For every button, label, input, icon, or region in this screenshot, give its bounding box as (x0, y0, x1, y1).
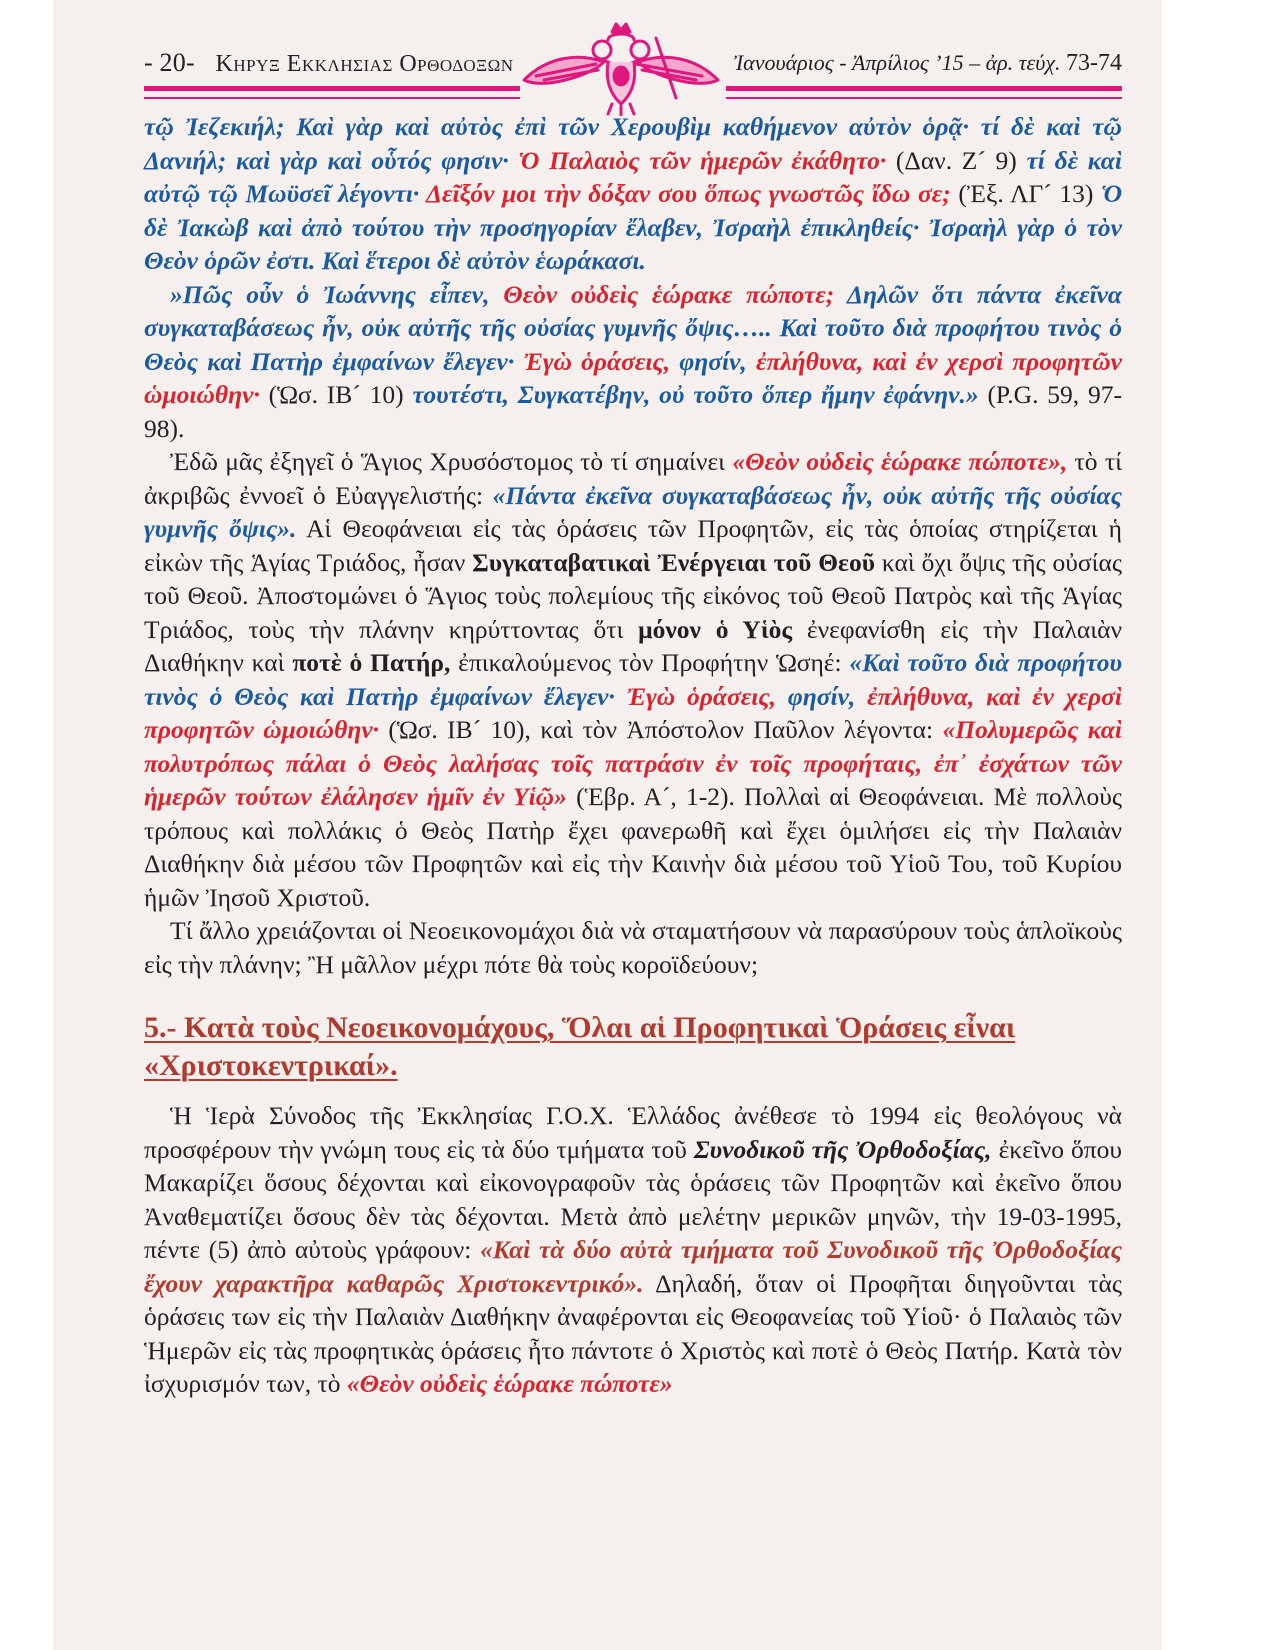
double-headed-eagle-icon (516, 18, 726, 116)
quote-blue: φησίν, (776, 681, 856, 711)
issue-number: 73-74 (1066, 50, 1122, 76)
paragraph-question (144, 914, 1122, 981)
header-rule-left-thick (144, 86, 520, 91)
body-text: τὸ τί ἀκριβῶς ἐννοεῖ ὁ Εὐαγγελιστής: (144, 447, 1122, 510)
scripture-quote: ἐπλήθυνα, καὶ ἐν χερσὶ προφητῶν ὡμοιώθην· (144, 346, 1123, 409)
quote-blue: «Πάντα ἐκεῖνα συγκαταβάσεως ἦν, οὐκ αὐτῆς τῆς οὐσίας γυμνῆς ὄψις». (144, 480, 1122, 543)
emphasis-bold: ποτὲ ὁ Πατήρ, (284, 648, 451, 677)
scripture-quote: «Πολυμερῶς καὶ πολυτρόπως πάλαι ὁ Θεὸς λαλήσας τοῖς πατράσιν ἐν τοῖς προφήταις, ἐπ᾿ ἐσχάτων τῶν ἡμερῶν τούτων ἐλάλησεν ἡμῖν ἐν Υἱῷ» (144, 715, 1122, 811)
quote-blue: φησίν, (670, 346, 747, 376)
body-text: Τί ἄλλο χρειάζονται οἱ Νεοεικονομάχοι διὰ νὰ σταματήσουν νὰ παρασύρουν τοὺς ἁπλοϊκοὺς εἰς τὴν πλάνην; Ἢ μᾶλλον μέχρι πότε θὰ τοὺς κοροϊδεύουν; (144, 916, 1122, 979)
emphasis-bold: μόνον ὁ Υἱὸς (623, 614, 793, 644)
scripture-quote: Ἐγὼ ὁράσεις, (514, 346, 671, 376)
paragraph-commentary (144, 445, 1122, 914)
citation: (P.G. 59, 97-98). (144, 380, 1122, 443)
section-heading: 5.- Κατὰ τοὺς Νεοεικονομάχους, Ὅλαι αἱ Προφητικαὶ Ὁράσεις εἶναι «Χριστοκεντρικαί». (144, 1011, 1016, 1082)
paragraph-chrysostom-quote-2 (144, 278, 1122, 446)
body-text: Αἱ Θεοφάνειαι εἰς τὰς ὁράσεις τῶν Προφητῶν, εἰς τὰς ὁποίας στηρίζεται ἡ εἰκὼν τῆς Ἁγίας Τριάδος, ἦσαν (144, 514, 1122, 577)
scripture-quote: Ἐγὼ ὁράσεις, (614, 681, 777, 711)
quote-blue: τουτέστι, Συγκατέβην, οὐ τοῦτο ὅπερ ἤμην ἐφάνην.» (403, 380, 979, 409)
scripture-quote: Θεὸν οὐδεὶς ἑώρακε πώποτε; (489, 279, 835, 309)
quote-blue: Δηλῶν ὅτι πάντα ἐκεῖνα συγκαταβάσεως ἦν, οὐκ αὐτῆς τῆς οὐσίας γυμνῆς ὄψις….. Καὶ τοῦτο διὰ προφήτου τινὸς ὁ Θεὸς καὶ Πατὴρ ἐμφαίνων ἔλεγεν· (144, 279, 1122, 376)
header-rule-right-thick (726, 86, 1122, 91)
citation: (Ἐξ. ΛΓ´ 13) (950, 179, 1094, 208)
body-text: καὶ ὄχι ὄψις τῆς οὐσίας τοῦ Θεοῦ. Ἀποστομώνει ὁ Ἅγιος τοὺς πολεμίους τῆς εἰκόνος τοῦ Θεοῦ Πατρὸς καὶ τῆς Ἁγίας Τριάδος, τοὺς τὴν πλάνην κηρύττοντας ὅτι (144, 547, 1122, 644)
header-rule-right-thin (726, 97, 1122, 99)
publication-title: Κηρυξ Εκκλησιας Ορθοδοξων (215, 51, 514, 77)
paragraph-chrysostom-quote-1 (144, 110, 1122, 278)
body-text: ἐκεῖνο ὅπου Μακαρίζει ὅσους δέχονται καὶ εἰκονογραφοῦν τὰς ὁράσεις τῶν Προφητῶν καὶ ἐκεῖνο ὅπου Ἀναθεματίζει ὅσους δὲν τὰς δέχονται. Μετὰ ἀπὸ μελέτην μερικῶν μηνῶν, τὴν 19-03-1995, πέντε (5) ἀπὸ αὐτοὺς γράφουν: (144, 1134, 1122, 1264)
body-text: Ἡ Ἱερὰ Σύνοδος τῆς Ἐκκλησίας Γ.Ο.Χ. Ἑλλάδος ἀνέθεσε τὸ 1994 εἰς θεολόγους νὰ προσφέρουν τὴν γνώμη τους εἰς τὰ δύο τμήματα τοῦ (144, 1101, 1122, 1164)
quote-blue: »Πῶς οὖν ὁ Ἰωάννης εἶπεν, (170, 279, 490, 309)
emphasis-bold: Συγκαταβατικαὶ Ἐνέργειαι τοῦ Θεοῦ (465, 547, 875, 577)
scripture-quote: «Θεὸν οὐδεὶς ἑώρακε πώποτε» (340, 1369, 673, 1398)
citation: (Ὡσ. ΙΒ´ 10) (259, 380, 404, 409)
article-body (144, 110, 1122, 1401)
scripture-quote: Δεῖξόν μοι τὴν δόξαν σου ὅπως γνωστῶς ἴδω σε; (419, 179, 951, 208)
header-rule-left-thin (144, 97, 520, 99)
body-text: Δηλαδή, ὅταν οἱ Προφῆται διηγοῦνται τὰς ὁράσεις των εἰς τὴν Παλαιὰν Διαθήκην ἀναφέρονται εἰς Θεοφανείας τοῦ Υἱοῦ· ὁ Παλαιὸς τῶν Ἡμερῶν εἰς τὰς προφητικὰς ὁράσεις ἦτο πάντοτε ὁ Χριστὸς καὶ ποτὲ ὁ Θεὸς Πατήρ. Κατὰ τὸν ἰσχυρισμόν των, τὸ (144, 1268, 1122, 1398)
scripture-quote: ἐπλήθυνα, καὶ ἐν χερσὶ προφητῶν ὡμοιώθην· (144, 681, 1123, 744)
body-text: Ἐδῶ μᾶς ἐξηγεῖ ὁ Ἅγιος Χρυσόστομος τὸ τί σημαίνει (170, 447, 726, 476)
issue-info (734, 50, 1122, 77)
body-text: ἐνεφανίσθη εἰς τὴν Παλαιὰν Διαθήκην καὶ (144, 614, 1122, 677)
scripture-quote: «Θεὸν οὐδεὶς ἑώρακε πώποτε», (725, 447, 1068, 476)
quote-blue: τί δὲ καὶ αὐτῷ τῷ Μωϋσεῖ λέγοντι· (144, 145, 1122, 208)
issue-date: Ἰανουάριος - Ἀπρίλιος ’15 – ἀρ. τεύχ. (733, 50, 1061, 75)
header-left (144, 48, 514, 78)
citation: (Δαν. Ζ´ 9) (886, 145, 1017, 175)
paragraph-synod (144, 1099, 1122, 1401)
body-text: ἐπικαλούμενος τὸν Προφήτην Ὡσηέ: (450, 648, 842, 677)
quote-blue: Ὁ δὲ Ἰακὼβ καὶ ἀπὸ τούτου τὴν προσηγορίαν ἔλαβεν, Ἰσραὴλ ἐπικληθείς· Ἰσραὴλ γὰρ ὁ τὸν Θεὸν ὁρῶν ἐστι. Καὶ ἕτεροι δὲ αὐτὸν ἑωράκασι. (144, 179, 1123, 275)
emphasis-bold-italic: Συνοδικοῦ τῆς Ὀρθοδοξίας, (686, 1134, 992, 1164)
running-header (144, 40, 1122, 120)
scripture-quote: Ὁ Παλαιὸς τῶν ἡμερῶν ἐκάθητο· (508, 145, 887, 175)
quote-blue: τῷ Ἰεζεκιήλ; Καὶ γὰρ καὶ αὐτὸς ἐπὶ τῶν Χερουβὶμ καθήμενον αὐτὸν ὁρᾷ· τί δὲ καὶ τῷ Δανιήλ; καὶ γὰρ καὶ οὗτός φησιν· (144, 112, 1122, 175)
body-text: (Ἑβρ. Α´, 1-2). Πολλαὶ αἱ Θεοφάνειαι. Μὲ πολλοὺς τρόπους καὶ πολλάκις ὁ Θεὸς Πατὴρ ἔχει φανερωθῆ καὶ ἔχει ὁμιλήσει εἰς τὴν Παλαιὰν Διαθήκην διὰ μέσου τῶν Προφητῶν καὶ εἰς τὴν Καινὴν διὰ μέσου τοῦ Υἱοῦ Του, τοῦ Κυρίου ἡμῶν Ἰησοῦ Χριστοῦ. (144, 782, 1123, 912)
synod-quote: «Καὶ τὰ δύο αὐτὰ τμήματα τοῦ Συνοδικοῦ τῆς Ὀρθοδοξίας ἔχουν χαρακτῆρα καθαρῶς Χριστοκεντρικό». (144, 1235, 1122, 1298)
body-text: (Ὡσ. ΙΒ´ 10), καὶ τὸν Ἀπόστολον Παῦλον λέγοντα: (379, 715, 934, 744)
page-number: - 20- (144, 48, 195, 77)
quote-blue: «Καὶ τοῦτο διὰ προφήτου τινὸς ὁ Θεὸς καὶ Πατὴρ ἐμφαίνων ἔλεγεν· (144, 648, 1122, 711)
